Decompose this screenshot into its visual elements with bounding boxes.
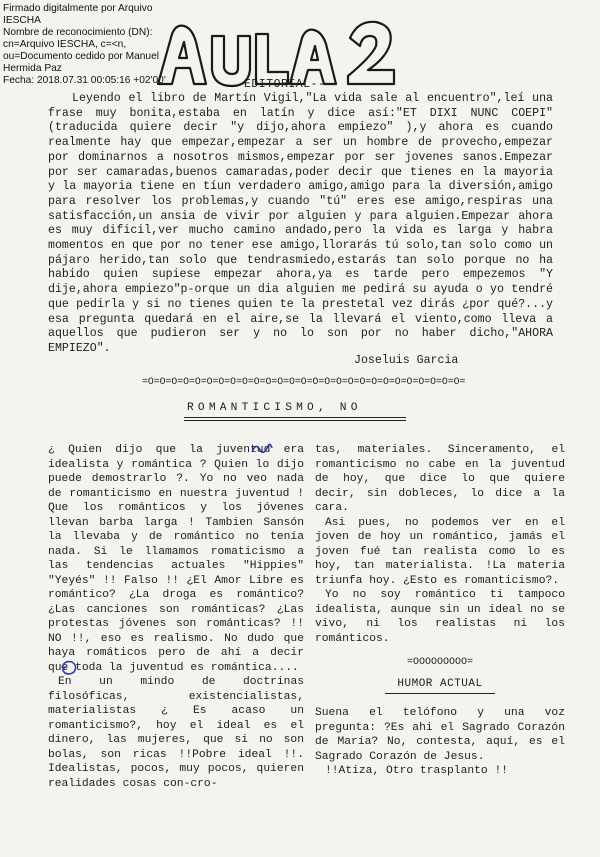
- article-paragraph: ¿ Quien dijo que la juventud era idealista y romántica ? Quien lo dijo puede demostrarlo ?. Yo no veo nada de romanticismo en nuestra juventud ! Que los románticos y los jóvenes llevan barba larga ! Tambien Sansón la llevaba y de romántico no tenía nada. Si le llamamos romaticismo a las tendencias actuales "Hippies" "Yeyés" !! Falso !! ¿El Amor Libre es romántico? ¿La droga es romántico? ¿Las canciones son románticas? ¿Las protestas jóvenes son románticas? !! NO !!, eso es realismo. No dudo que haya romáticos pero de ahí a decir que toda la juventud es romántica....: [48, 444, 304, 674]
- digital-signature: [3, 3, 166, 87]
- title-underline: [184, 417, 406, 421]
- article-paragraph: Yo no soy romántico ti tampoco idealista, aunque sin un ideal no se vivo, ni los realistas ni los románticos.: [315, 589, 565, 645]
- signature-line: Fecha: 2018.07.31 00:05:16 +02'00': [3, 75, 166, 86]
- article-paragraph: Asi pues, no podemos ver en el joven de hoy un romántico, jamás el joven fué tan realista como lo es hoy, tan materialista. !La materia triunfa hoy. ¿Esto es romanticismo?.: [315, 516, 565, 587]
- article-left-column: [48, 443, 304, 791]
- section-divider: =O=O=O=O=O=O=O=O=O=O=O=O=O=O=O=O=O=O=O=O=O=O=O=O=O=O=O=: [142, 376, 466, 387]
- signature-line: Nombre de reconocimiento (DN):: [3, 27, 153, 38]
- signature-line: cn=Arquivo IESCHA, c=<n,: [3, 39, 127, 50]
- humor-body: Suena el telófono y una voz pregunta: ?Es ahi el Sagrado Corazón de María? No, contesta, aquí, es el Sagrado Corazón de Jesus.: [315, 707, 565, 763]
- editorial-body: Leyendo el libro de Martín Vigil,"La vida sale al encuentro",leí una frase muy bonita,estaba en latín y dice así:"ET DIXI NUNC COEPI" (traducida quiere decir "y dijo,ahora empiezo" ),y ahora es cuando realmente hay que empezar,empezar a ser un hombre de provecho,empezar por dominarnos a nosotros mismos,empezar por ser jovenes sanos.Empezar por ser camaradas,buenos camaradas,poder decir que tienes en la mayoria y la mayoria tiene en tíun verdadero amigo,amigo para la diversión,amigo para resolver los problemas,y cuando "tú" eres ese amigo,respiras una satisfacción,un ansia de vivir por alguien y para alguien.Empezar ahora es muy dificil,ver mucho camino andado,pero la vida es larga y habra momentos en que por no tener ese amigo,llorarás tú solo,tan solo como un pájaro herido,tan solo que tendrasmiedo,estarás tan solo porque no ha habido quien supiese empezar ahora,ya es tarde pero empezemos "Y dije,ahora empiezo"p-orque un dia alguien me pedirá su ayuda o yo tendré que pedirla y si no tienes quien te la prestetal vez dirás ¿por qué?...y esa pregunta quedará en el aire,se la llevará el viento,como lleva a aquellos que pudieron ser y no lo son por no haber dicho,"AHORA EMPIEZO".: [48, 92, 553, 355]
- signature-line: ou=Documento cedido por Manuel: [3, 51, 160, 62]
- article-paragraph: En un mindo de doctrinas filosóficas, existencialistas, materialistas ¿ Es acaso un romanticismo?, hoy el ideal es el dinero, las mujeres, que si no son bolas, son ricas !!Pobre ideal !!. Idealistas, pocos, muy pocos, quieren realidades cosas con-cro-: [48, 676, 304, 790]
- humor-underline: [385, 693, 495, 694]
- signature-line: Firmado digitalmente por Arquivo: [3, 3, 153, 14]
- article-paragraph: tas, materiales. Sinceramento, el romanticismo no cabe en la juventud de hoy, que dice lo que quiere decir, sin dobleces, lo dice a la cara.: [315, 444, 565, 514]
- signature-line: Hermida Paz: [3, 63, 62, 74]
- editorial-author: Joseluis Garcia: [354, 354, 459, 367]
- signature-line: IESCHA: [3, 15, 41, 26]
- column-divider: =OOOOOOOOO=: [406, 657, 473, 668]
- humor-punchline: !!Atiza, Otro trasplanto !!: [325, 765, 509, 777]
- article-right-column: [315, 443, 565, 779]
- humor-heading: HUMOR ACTUAL: [397, 677, 483, 690]
- editorial-heading: EDITORIAL--: [244, 78, 326, 91]
- article-title: ROMANTICISMO, NO: [187, 402, 362, 414]
